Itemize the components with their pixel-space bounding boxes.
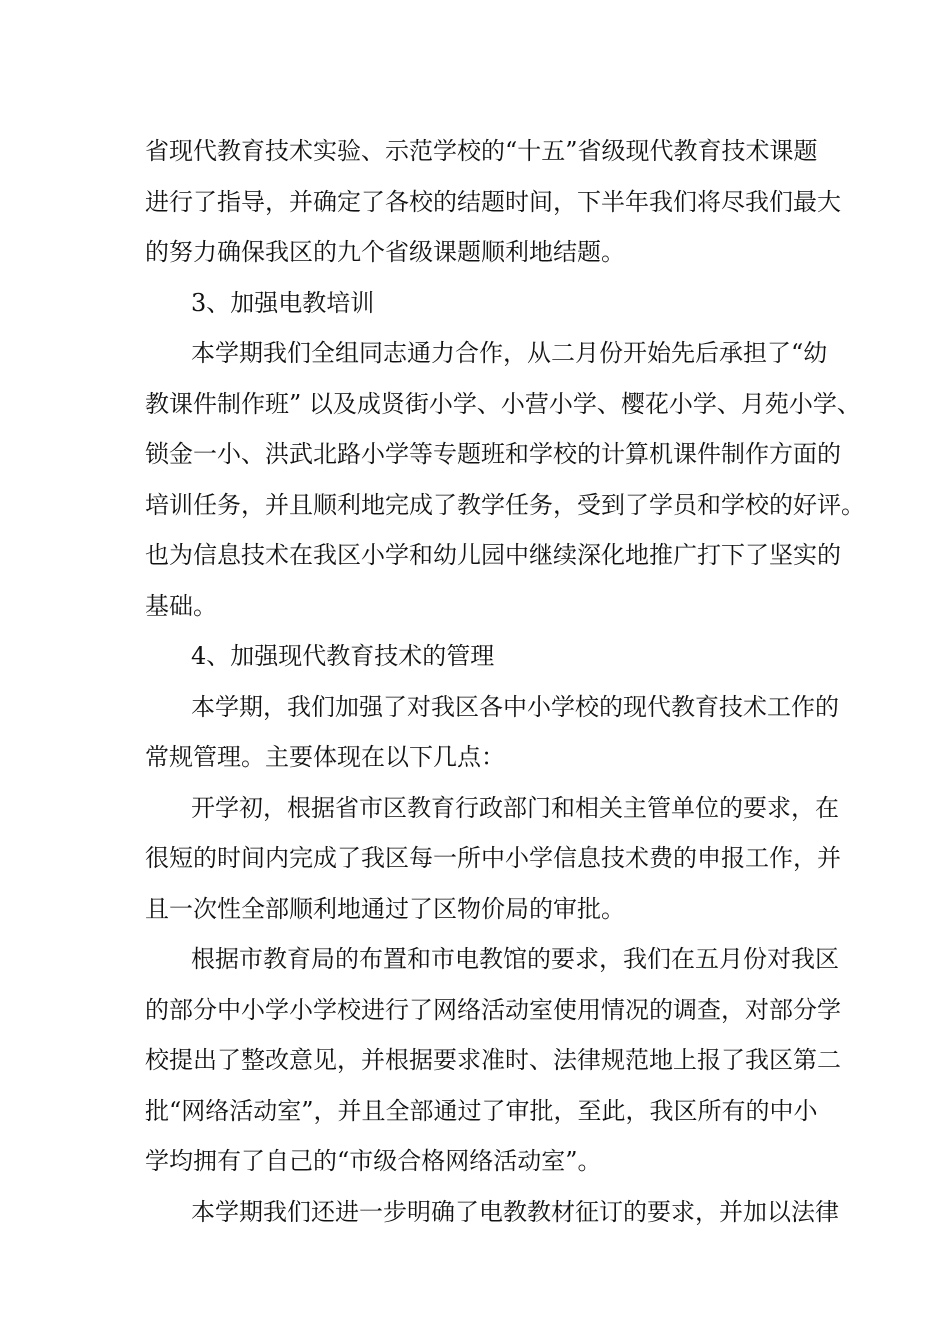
section-heading: 3、加强电教培训 <box>191 288 375 317</box>
paragraph-line: 校提出了整改意见，并根据要求准时、法律规范地上报了我区第二 <box>145 1046 841 1074</box>
paragraph-line: 教课件制作班” 以及成贤街小学、小营小学、樱花小学、月苑小学、 <box>145 389 861 418</box>
paragraph-line: 省现代教育技术实验、示范学校的“十五”省级现代教育技术课题 <box>145 137 818 165</box>
paragraph-line: 且一次性全部顺利地通过了区物价局的审批。 <box>145 894 625 923</box>
document-body <box>145 126 865 1237</box>
paragraph-line: 本学期，我们加强了对我区各中小学校的现代教育技术工作的 <box>191 692 839 721</box>
paragraph-line: 进行了指导，并确定了各校的结题时间，下半年我们将尽我们最大 <box>145 187 841 216</box>
paragraph-line: 的努力确保我区的九个省级课题顺利地结题。 <box>145 238 625 266</box>
paragraph-line: 常规管理。主要体现在以下几点： <box>145 743 505 771</box>
paragraph-line: 批“网络活动室”，并且全部通过了审批，至此，我区所有的中小 <box>145 1096 818 1125</box>
paragraph-line: 本学期我们还进一步明确了电教教材征订的要求，并加以法律 <box>191 1197 839 1226</box>
paragraph-line: 开学初，根据省市区教育行政部门和相关主管单位的要求，在 <box>191 793 839 822</box>
paragraph-line: 基础。 <box>145 591 217 620</box>
paragraph-line: 也为信息技术在我区小学和幼儿园中继续深化地推广打下了坚实的 <box>145 541 841 569</box>
paragraph-line: 培训任务，并且顺利地完成了教学任务，受到了学员和学校的好评。 <box>145 490 865 519</box>
paragraph-line: 很短的时间内完成了我区每一所中小学信息技术费的申报工作，并 <box>145 844 841 872</box>
paragraph-line: 锁金一小、洪武北路小学等专题班和学校的计算机课件制作方面的 <box>145 440 841 468</box>
paragraph-line: 学均拥有了自己的“市级合格网络活动室”。 <box>145 1147 602 1175</box>
paragraph-line: 本学期我们全组同志通力合作，从二月份开始先后承担了“幼 <box>191 339 828 367</box>
section-heading: 4、加强现代教育技术的管理 <box>191 642 495 670</box>
paragraph-line: 根据市教育局的布置和市电教馆的要求，我们在五月份对我区 <box>191 945 839 973</box>
paragraph-line: 的部分中小学小学校进行了网络活动室使用情况的调查，对部分学 <box>145 995 841 1024</box>
